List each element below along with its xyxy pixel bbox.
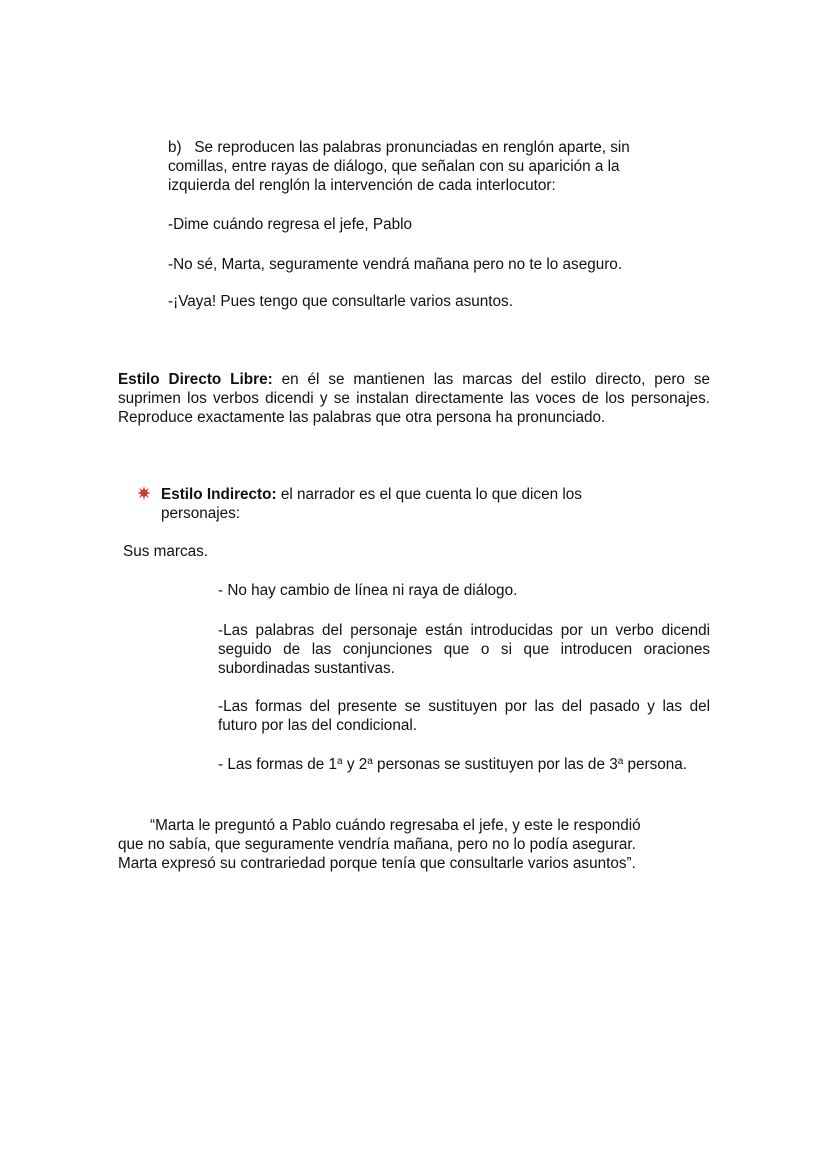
dialogue-line-3: -¡Vaya! Pues tengo que consultarle varios asuntos. [168,293,513,310]
mark-item-4-sup-2: a [367,756,373,767]
section-b-line1-text: Se reproducen las palabras pronunciadas en renglón aparte, sin [194,139,630,156]
section-b-marker: b) [168,139,182,156]
example-line-2: que no sabía, que seguramente vendría mañana, pero no lo podía asegurar. [118,836,636,853]
mark-item-4-part-a: - Las formas de 1 [218,756,338,773]
example-line-1: “Marta le preguntó a Pablo cuándo regresaba el jefe, y este le respondió [150,817,641,834]
estilo-directo-libre-heading: Estilo Directo Libre: [118,371,273,388]
estilo-indirecto-body: el narrador es el que cuenta lo que dicen los personajes: [161,486,582,522]
mark-item-4 [218,755,710,774]
estilo-indirecto-paragraph [161,485,641,523]
mark-item-4-part-d: persona. [623,756,688,773]
dialogue-line-1: -Dime cuándo regresa el jefe, Pablo [168,216,413,233]
section-b-paragraph [168,138,688,195]
example-paragraph [118,816,698,873]
section-b-line-2: comillas, entre rayas de diálogo, que señalan con su aparición a la [168,158,620,175]
mark-item-4-sup-3: a [617,756,624,767]
mark-item-3: -Las formas del presente se sustituyen por las del pasado y las del futuro por las del condicional. [218,698,710,734]
mark-item-4-part-c: personas se sustituyen por las de 3 [372,756,618,773]
section-b-line-3: izquierda del renglón la intervención de cada interlocutor: [168,177,556,194]
estilo-directo-libre-paragraph [118,370,710,427]
mark-item-4-sup-1: a [337,756,343,767]
estilo-directo-libre-body: en él se mantienen las marcas del estilo directo, pero se suprimen los verbos dicendi y se instalan directamente las voces de los personajes. Reproduce exactamente las palabras que otra persona ha pronunciado. [118,371,710,426]
mark-item-4-part-b: y 2 [342,756,368,773]
example-line-3: Marta expresó su contrariedad porque tenía que consultarle varios asuntos”. [118,855,636,872]
mark-item-1: - No hay cambio de línea ni raya de diálogo. [218,582,518,599]
section-b-line-1 [168,138,688,157]
mark-item-2: -Las palabras del personaje están introducidas por un verbo dicendi seguido de las conjunciones que o si que introducen oraciones subordinadas sustantivas. [218,622,710,677]
marks-title: Sus marcas. [123,543,209,560]
dialogue-line-2: -No sé, Marta, seguramente vendrá mañana pero no te lo aseguro. [168,256,623,273]
red-star-icon [137,486,151,500]
estilo-indirecto-heading: Estilo Indirecto: [161,486,277,503]
